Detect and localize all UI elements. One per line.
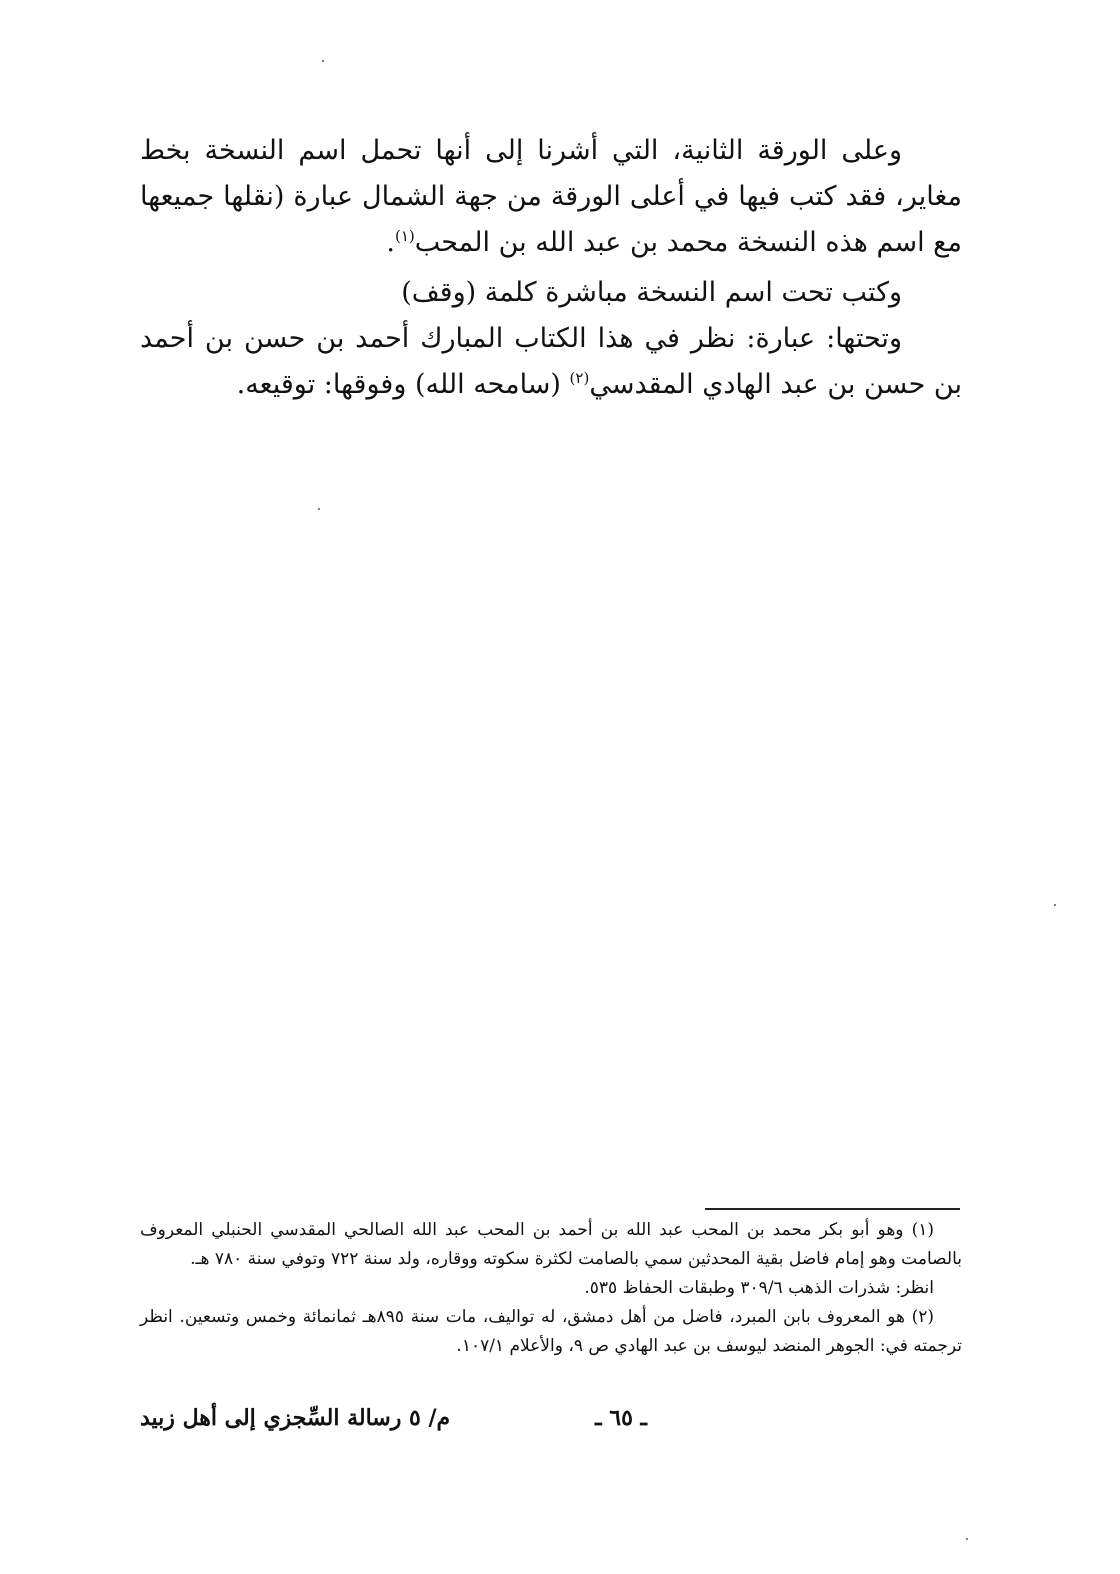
footnote-1: (١) وهو أبو بكر محمد بن المحب عبد الله بن أحمد بن المحب عبد الله الصالحي المقدسي الحنبلي المعروف بالصامت وهو إمام فاضل بقية المحدثين سمي بالصامت لكثرة سكوته ووقاره، ولد سنة ٧٢٢ وتوفي سنة ٧٨٠ هـ.: [140, 1220, 962, 1269]
footnote-divider: [705, 1208, 960, 1210]
paragraph-1-tail: .: [386, 227, 395, 258]
paragraph-2-text: وكتب تحت اسم النسخة مباشرة كلمة (وقف): [401, 277, 902, 308]
footnote-2: (٢) هو المعروف بابن المبرد، فاضل من أهل دمشق، له تواليف، مات سنة ٨٩٥هـ ثمانمائة وخمس وتسعين. انظر ترجمته في: الجوهر المنضد ليوسف بن عبد الهادي ص ٩، والأعلام ١٠٧/١.: [140, 1307, 962, 1356]
scan-speck: [966, 1538, 968, 1540]
main-text: [140, 128, 962, 412]
footnotes: [140, 1216, 962, 1361]
footnote-ref-1: (١): [394, 227, 415, 245]
footnote-ref-2: (٢): [569, 369, 590, 387]
paragraph-3-text: وتحتها: عبارة: نظر في هذا الكتاب المبارك أحمد بن حسن بن أحمد بن حسن بن عبد الهادي المقدسي: [140, 323, 962, 400]
scan-speck: [322, 60, 324, 62]
paragraph-1: [140, 128, 962, 266]
scan-speck: [318, 508, 320, 510]
paragraph-1-text: وعلى الورقة الثانية، التي أشرنا إلى أنها تحمل اسم النسخة بخط مغاير، فقد كتب فيها في أعلى الورقة من جهة الشمال عبارة (نقلها جميعها مع اسم هذه النسخة محمد بن عبد الله بن المحب: [140, 135, 962, 258]
page-number: ـ ٦٥ ـ: [595, 1405, 647, 1431]
footer-source-mark: م/ ٥ رسالة السِّجزي إلى أهل زبيد: [140, 1405, 451, 1431]
footnote-1-reference: انظر: شذرات الذهب ٣٠٩/٦ وطبقات الحفاظ ٥٣٥.: [584, 1278, 934, 1298]
paragraph-3: [140, 316, 962, 408]
paragraph-2: [140, 270, 962, 316]
paragraph-3-tail: (سامحه الله) وفوقها: توقيعه.: [236, 369, 570, 400]
scan-speck: [1054, 904, 1056, 906]
page-footer: [140, 1405, 962, 1445]
